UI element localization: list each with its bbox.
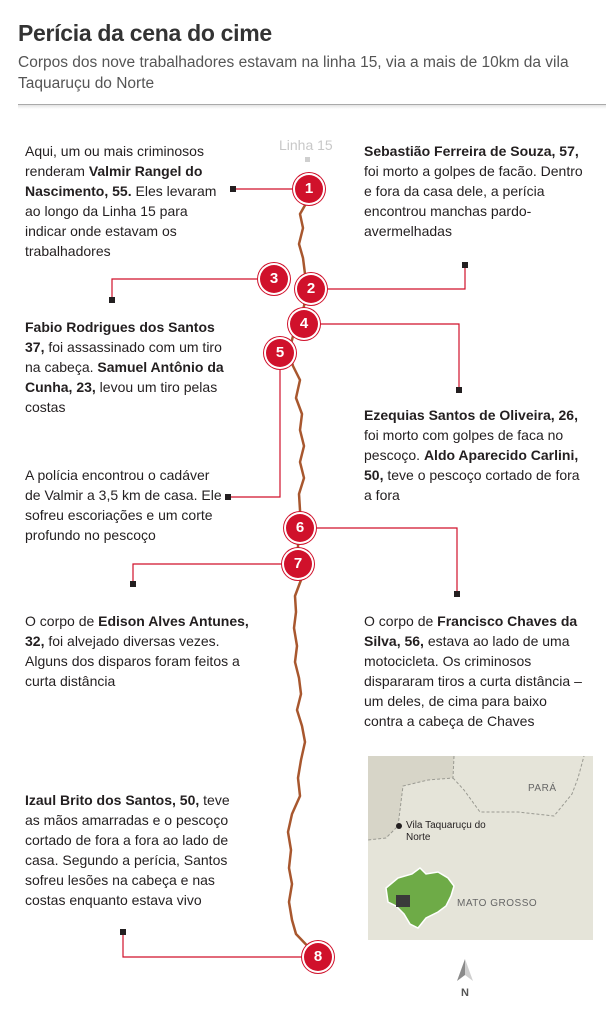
page-subtitle: Corpos dos nove trabalhadores estavam na linha 15, via a mais de 10km da vila Taquaruçu do Norte <box>18 54 569 92</box>
note-1-text: Aqui, um ou mais criminosos renderam <box>25 143 204 179</box>
leader-dot-2 <box>462 262 468 268</box>
marker-1: 1 <box>295 175 323 203</box>
marker-2: 2 <box>297 275 325 303</box>
locator-map-graphic <box>368 756 593 940</box>
map-highlight-area <box>396 895 410 907</box>
note-4-victim-1: Ezequias Santos de Oliveira, 26, <box>364 407 578 423</box>
note-5-text: A polícia encontrou o cadáver de Valmir a 3,5 km de casa. Ele sofreu escoriações e um corte profundo no pescoço <box>25 467 222 543</box>
leader-dot-5 <box>225 494 231 500</box>
leader-line-8 <box>123 932 302 957</box>
leader-line-4 <box>319 324 459 390</box>
north-arrow-icon <box>456 959 474 983</box>
map-label-mato-grosso: MATO GROSSO <box>457 898 538 909</box>
note-3-victim-2: Samuel Antônio da Cunha, 23, <box>25 359 224 395</box>
leader-line-5 <box>228 368 280 497</box>
note-6-text: O corpo de <box>364 613 438 629</box>
note-3-victim-1: Fabio Rodrigues dos Santos 37, <box>25 319 215 355</box>
note-marker-5 <box>25 465 225 545</box>
north-arrow-left-half <box>457 959 465 981</box>
note-2-victim: Sebastião Ferreira de Souza, 57, <box>364 143 579 159</box>
note-marker-6 <box>364 611 589 731</box>
note-marker-3 <box>25 317 227 417</box>
page-title: Perícia da cena do cime <box>18 20 272 46</box>
note-marker-8 <box>25 790 247 910</box>
route-label: Linha 15 <box>279 137 333 153</box>
note-marker-2 <box>364 141 594 241</box>
note-marker-4 <box>364 405 586 505</box>
note-7-victim: Edison Alves Antunes, 32, <box>25 613 249 649</box>
note-4-text-end: teve o pescoço cortado de fora a fora <box>364 467 580 503</box>
map-town-dot <box>396 823 402 829</box>
note-2-text: foi morto a golpes de facão. Dentro e fora da casa dele, a perícia encontrou manchas pardo-avermelhadas <box>364 163 583 239</box>
note-6-text-end: estava ao lado de uma motocicleta. Os criminosos dispararam tiros a curta distância – um deles, de cima para baixo contra a cabeça de Chaves <box>364 633 582 729</box>
note-1-victim: Valmir Rangel do Nascimento, 55. <box>25 163 203 199</box>
leader-line-6 <box>316 528 457 594</box>
note-1-text-end: Eles levaram ao longo da Linha 15 para indicar onde estavam os trabalhadores <box>25 183 217 259</box>
note-3-text: foi assassinado com um tiro na cabeça. <box>25 339 222 375</box>
marker-5: 5 <box>266 339 294 367</box>
marker-8: 8 <box>304 943 332 971</box>
marker-7: 7 <box>284 550 312 578</box>
note-7-text-end: foi alvejado diversas vezes. Alguns dos disparos foram feitos a curta distância <box>25 633 240 689</box>
leader-dot-1 <box>230 186 236 192</box>
note-marker-7 <box>25 611 255 691</box>
note-4-victim-2: Aldo Aparecido Carlini, 50, <box>364 447 579 483</box>
note-7-text: O corpo de <box>25 613 99 629</box>
leader-dot-7 <box>130 581 136 587</box>
map-label-para: PARÁ <box>528 783 557 794</box>
note-8-victim: Izaul Brito dos Santos, 50, <box>25 792 200 808</box>
leader-dot-4 <box>456 387 462 393</box>
marker-4: 4 <box>290 310 318 338</box>
leader-dot-3 <box>109 297 115 303</box>
note-4-text: foi morto com golpes de faca no pescoço. <box>364 427 564 463</box>
note-8-text: teve as mãos amarradas e o pescoço cortado de fora a fora ao lado de casa. Segundo a perícia, Santos sofreu lesões na cabeça e nas costas enquanto estava vivo <box>25 792 230 908</box>
route-start-square <box>305 157 310 162</box>
marker-6: 6 <box>286 514 314 542</box>
leader-line-7 <box>133 564 281 584</box>
leader-line-2 <box>326 265 465 289</box>
note-6-victim: Francisco Chaves da Silva, 56, <box>364 613 578 649</box>
leader-dot-6 <box>454 591 460 597</box>
marker-3: 3 <box>260 265 288 293</box>
north-label: N <box>461 987 469 999</box>
note-3-text-end: levou um tiro pelas costas <box>25 379 218 415</box>
locator-map <box>368 756 593 940</box>
map-town-label: Vila Taquaruçu do Norte <box>406 820 486 843</box>
leader-line-3 <box>112 279 259 300</box>
leader-dot-8 <box>120 929 126 935</box>
note-marker-1 <box>25 141 225 261</box>
north-arrow-right-half <box>465 959 473 981</box>
